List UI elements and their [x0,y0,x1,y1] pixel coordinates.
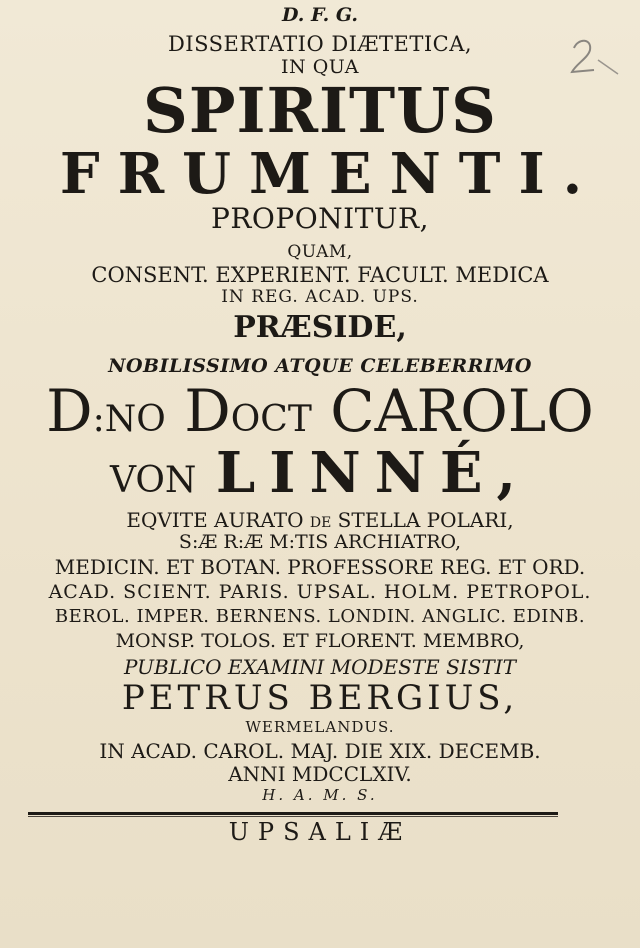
anni-line: ANNI MDCCLXIV. [228,762,412,786]
proponitur-line: PROPONITUR, [211,202,429,235]
in-reg-line: IN REG. ACAD. UPS. [221,287,419,307]
von-linne-line [0,440,640,506]
dissertatio-line: DISSERTATIO DIÆTETICA, [167,32,473,56]
dno-rest: :NO [92,399,166,440]
quam-line: QUAM, [287,242,353,262]
hams-line: H. A. M. S. [262,786,378,804]
eqvite-de: DE [309,515,332,531]
dno-initial: D [46,377,93,445]
medicin-line: MEDICIN. ET BOTAN. PROFESSORE REG. ET ORD. [54,555,586,579]
linne-word: LINNÉ, [215,440,530,506]
eqvite-b: STELLA POLARI, [337,508,514,532]
publico-line: PUBLICO EXAMINI MODESTE SISTIT [124,655,516,679]
berol-line: BEROL. IMPER. BERNENS. LONDIN. ANGLIC. EDINB. [54,606,586,627]
consent-line: CONSENT. EXPERIENT. FACULT. MEDICA [91,263,549,287]
carolo-word: CAROLO [330,377,594,445]
nobilissimo-line: NOBILISSIMO ATQUE CELEBERRIMO [108,355,532,377]
doct-initial: D [184,377,231,445]
petrus-bergius-line: PETRUS BERGIUS, [121,678,519,718]
sae-rae-line: S:Æ R:Æ M:TIS ARCHIATRO, [178,531,462,553]
acad-scient-line: ACAD. SCIENT. PARIS. UPSAL. HOLM. PETROPOL. [48,581,592,603]
imprint-rule-thick [28,812,558,815]
monsp-line: MONSP. TOLOS. ET FLORENT. MEMBRO, [115,630,525,652]
title-spiritus: SPIRITUS [143,74,497,147]
in-qua-line: IN QUA [281,56,359,78]
eqvite-line [0,510,640,530]
dno-doct-carolo-line [0,377,640,445]
initials-line: D. F. G. [282,4,358,26]
eqvite-a: EQVITE AURATO [126,508,304,532]
title-frumenti: FRUMENTI. [59,141,601,207]
imprint-rule-thin [28,816,558,817]
in-acad-carol-line: IN ACAD. CAROL. MAJ. DIE XIX. DECEMB. [99,739,541,763]
wermelandus-line: WERMELANDUS. [245,718,395,736]
upsaliae-imprint: UPSALIÆ [228,818,412,846]
praeside-line: PRÆSIDE, [233,310,407,345]
doct-rest: OCT [230,399,312,440]
von-word: VON [109,460,197,501]
